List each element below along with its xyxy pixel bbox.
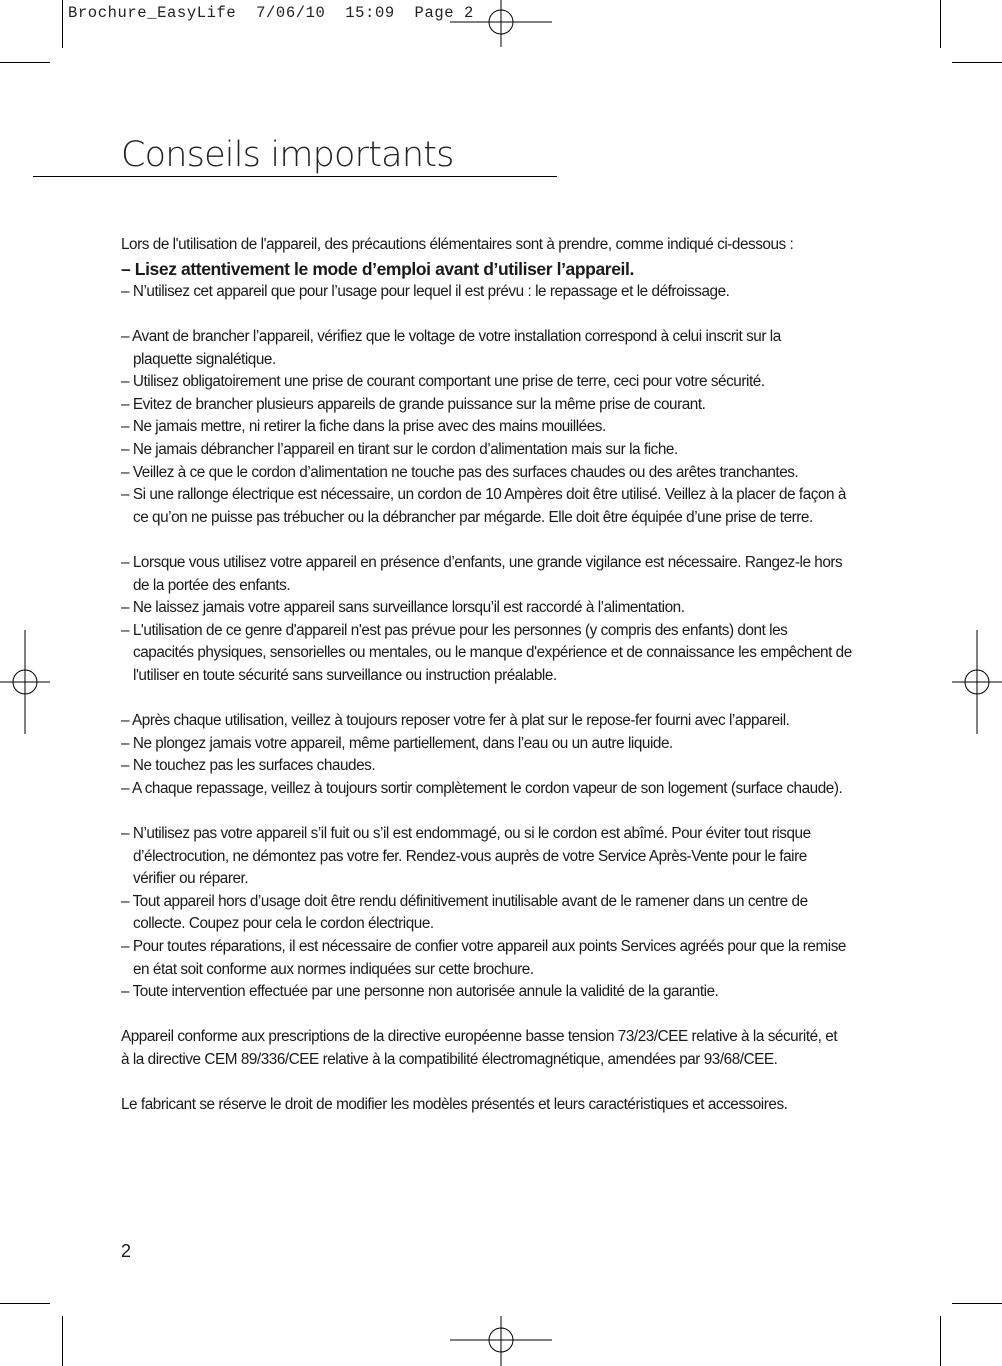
paragraph-electrical — [121, 326, 886, 529]
text-line: – N’utilisez cet appareil que pour l’usage pour lequel il est prévu : le repassage et le défroissage. — [121, 282, 730, 300]
text-line: Lors de l'utilisation de l'appareil, des précautions élémentaires sont à prendre, comme indiqué ci-dessous : — [121, 236, 794, 253]
paragraph-compliance — [121, 1026, 886, 1071]
text-line: collecte. Coupez pour cela le cordon électrique. — [133, 915, 434, 933]
crop-mark-bottom-right-horizontal — [952, 1303, 1002, 1304]
text-line: – Ne jamais débrancher l’appareil en tirant sur le cordon d’alimentation mais sur la fiche. — [121, 440, 678, 458]
paragraph-intro — [121, 234, 886, 303]
text-line-emphasis: – Lisez attentivement le mode d’emploi avant d’utiliser l’appareil. — [121, 258, 634, 279]
paragraph-children — [121, 552, 886, 688]
text-line: – N’utilisez pas votre appareil s’il fuit ou s’il est endommagé, ou si le cordon est abîmé. Pour éviter tout risque — [121, 825, 811, 843]
safety-instructions — [121, 234, 886, 1117]
text-line: – Ne laissez jamais votre appareil sans surveillance lorsqu’il est raccordé à l’alimentation. — [121, 599, 685, 617]
text-line: – Toute intervention effectuée par une personne non autorisée annule la validité de la garantie. — [121, 983, 719, 1001]
text-line: à la directive CEM 89/336/CEE relative à la compatibilité électromagnétique, amendées par 93/68/CEE. — [121, 1050, 778, 1068]
text-line: – Pour toutes réparations, il est nécessaire de confier votre appareil aux points Services agréés pour que la remise — [121, 938, 846, 955]
paragraph-usage — [121, 710, 886, 800]
paragraph-manufacturer — [121, 1094, 886, 1117]
registration-mark-bottom-icon — [450, 1316, 554, 1366]
paragraph-gap — [121, 1072, 886, 1095]
paragraph-gap — [121, 687, 886, 710]
paragraph-gap — [121, 800, 886, 823]
crop-mark-top-left-vertical — [62, 0, 63, 48]
text-line: – Ne jamais mettre, ni retirer la fiche dans la prise avec des mains mouillées. — [121, 418, 606, 436]
crop-mark-bottom-right-vertical — [940, 1316, 941, 1366]
paragraph-gap — [121, 529, 886, 552]
title-rule — [33, 176, 557, 177]
text-line: Appareil conforme aux prescriptions de la directive européenne basse tension 73/23/CEE relative à la sécurité, et — [121, 1028, 838, 1046]
text-line: – L'utilisation de ce genre d'appareil n'est pas prévue pour les personnes (y compris des enfants) dont les — [121, 621, 788, 639]
text-line: – A chaque repassage, veillez à toujours sortir complètement le cordon vapeur de son logement (surface chaude). — [121, 779, 843, 797]
registration-mark-top-icon — [450, 0, 554, 48]
text-line: en état soit conforme aux normes indiquées sur cette brochure. — [133, 960, 534, 978]
text-line: – Après chaque utilisation, veillez à toujours reposer votre fer à plat sur le repose-fer fourni avec l’appareil. — [121, 712, 790, 730]
text-line: plaquette signalétique. — [133, 350, 276, 368]
text-line: – Evitez de brancher plusieurs appareils de grande puissance sur la même prise de courant. — [121, 395, 706, 413]
text-line: – Lorsque vous utilisez votre appareil en présence d’enfants, une grande vigilance est nécessaire. Rangez-le hors — [121, 553, 843, 571]
text-line: de la portée des enfants. — [133, 576, 291, 594]
text-line: – Ne touchez pas les surfaces chaudes. — [121, 757, 376, 775]
text-line: ce qu’on ne puisse pas trébucher ou la débrancher par mégarde. Elle doit être équipée d’une prise de terre. — [133, 508, 813, 526]
text-line: Le fabricant se réserve le droit de modifier les modèles présentés et leurs caractéristiques et accessoires. — [121, 1096, 788, 1114]
registration-mark-right-icon — [950, 630, 1002, 734]
paragraph-repairs — [121, 823, 886, 1004]
registration-mark-left-icon — [0, 630, 52, 734]
text-line: – Veillez à ce que le cordon d’alimentation ne touche pas des surfaces chaudes ou des arêtes tranchantes. — [121, 463, 799, 481]
paragraph-gap — [121, 303, 886, 326]
text-line: – Si une rallonge électrique est nécessaire, un cordon de 10 Ampères doit être utilisé. Veillez à la placer de façon à — [121, 486, 846, 504]
text-line: vérifier ou réparer. — [133, 870, 249, 888]
crop-mark-top-right-vertical — [940, 0, 941, 48]
crop-mark-top-right-horizontal — [952, 62, 1002, 63]
page-number: 2 — [121, 1241, 132, 1261]
text-line: d’électrocution, ne démontez pas votre fer. Rendez-vous auprès de votre Service Après-Vente pour le faire — [133, 847, 807, 865]
text-line: capacités physiques, sensorielles ou mentales, ou le manque d'expérience et de connaissance les empêchent de — [133, 644, 852, 662]
crop-mark-bottom-left-vertical — [62, 1316, 63, 1366]
print-slug: Brochure_EasyLife 7/06/10 15:09 Page 2 — [68, 4, 474, 22]
text-line: – Tout appareil hors d’usage doit être rendu définitivement inutilisable avant de le ramener dans un centre de — [121, 892, 808, 910]
crop-mark-top-left-horizontal — [0, 62, 50, 63]
text-line: – Ne plongez jamais votre appareil, même partiellement, dans l’eau ou un autre liquide. — [121, 734, 673, 752]
paragraph-gap — [121, 1004, 886, 1027]
crop-mark-bottom-left-horizontal — [0, 1303, 50, 1304]
text-line: l'utiliser en toute sécurité sans surveillance ou instruction préalable. — [133, 666, 557, 684]
text-line: – Utilisez obligatoirement une prise de courant comportant une prise de terre, ceci pour votre sécurité. — [121, 373, 765, 391]
text-line: – Avant de brancher l’appareil, vérifiez que le voltage de votre installation correspond à celui inscrit sur la — [121, 327, 781, 345]
page-title: Conseils importants — [121, 135, 454, 175]
